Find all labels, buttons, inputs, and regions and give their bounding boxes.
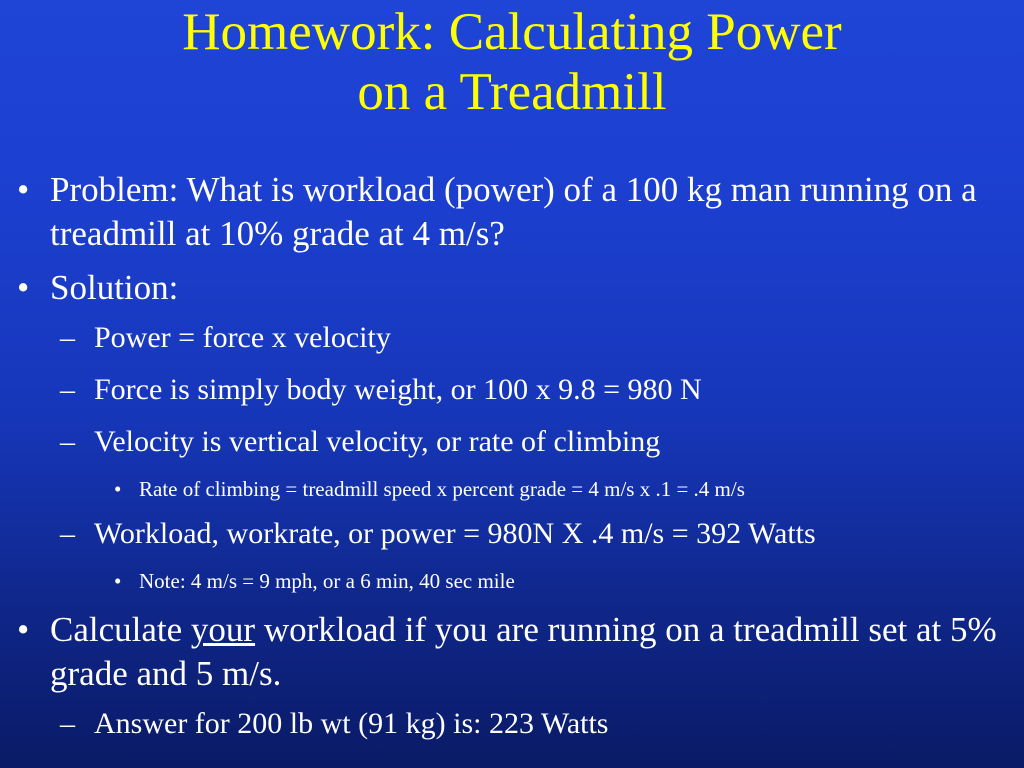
bullet-calculate xyxy=(0,608,1024,696)
calculate-emphasis: your xyxy=(190,610,256,649)
bullet-marker: • xyxy=(114,477,122,501)
title-line-1: Homework: Calculating Power xyxy=(182,3,842,61)
dash-marker: – xyxy=(60,425,75,458)
sub-sub-bullet-rate xyxy=(0,476,1024,502)
slide-title xyxy=(0,2,1024,122)
bullet-problem-text: Problem: What is workload (power) of a 100 kg man running on a treadmill at 10% grade at 4 m/s? xyxy=(50,170,977,253)
dash-marker: – xyxy=(60,321,75,354)
dash-marker: – xyxy=(60,373,75,406)
bullet-marker: • xyxy=(114,569,122,593)
sub-bullet-workload xyxy=(0,516,1024,552)
sub-bullet-force xyxy=(0,372,1024,408)
slide-body xyxy=(0,168,1024,758)
calculate-text-pre: Calculate xyxy=(50,610,191,649)
sub-sub-bullet-note xyxy=(0,568,1024,594)
dash-marker: – xyxy=(60,707,75,740)
bullet-marker: • xyxy=(17,610,30,649)
sub-bullet-power-formula xyxy=(0,320,1024,356)
bullet-marker: • xyxy=(17,170,30,209)
answer-text: Answer for 200 lb wt (91 kg) is: 223 Watts xyxy=(94,707,609,740)
bullet-marker: • xyxy=(17,268,30,307)
rate-of-climbing-text: Rate of climbing = treadmill speed x percent grade = 4 m/s x .1 = .4 m/s xyxy=(139,477,745,501)
bullet-problem xyxy=(0,168,1024,256)
bullet-solution xyxy=(0,266,1024,310)
velocity-text: Velocity is vertical velocity, or rate of climbing xyxy=(94,425,661,458)
calculate-text-post: workload if you are running on a treadmill set at 5% grade and 5 m/s. xyxy=(50,610,997,693)
power-formula-text: Power = force x velocity xyxy=(94,321,391,354)
bullet-solution-text: Solution: xyxy=(50,268,179,307)
sub-bullet-velocity xyxy=(0,424,1024,460)
sub-bullet-answer xyxy=(0,706,1024,742)
force-text: Force is simply body weight, or 100 x 9.8 = 980 N xyxy=(94,373,702,406)
workload-text: Workload, workrate, or power = 980N X .4 m/s = 392 Watts xyxy=(94,517,816,550)
title-line-2: on a Treadmill xyxy=(357,63,667,121)
dash-marker: – xyxy=(60,517,75,550)
note-text: Note: 4 m/s = 9 mph, or a 6 min, 40 sec mile xyxy=(139,569,515,593)
